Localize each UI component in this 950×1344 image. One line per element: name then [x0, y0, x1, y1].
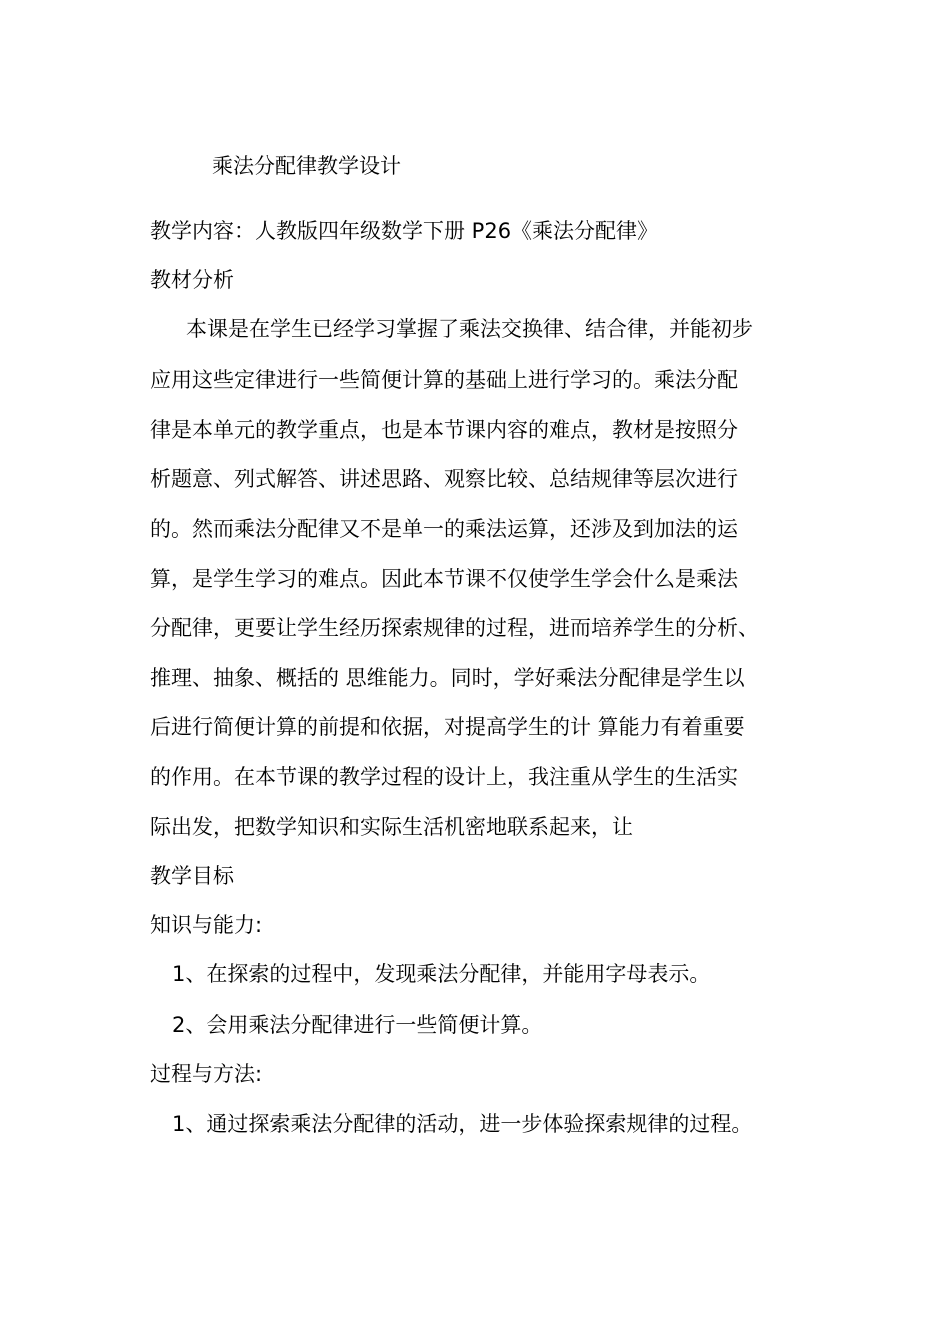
knowledge-item-1: 1、在探索的过程中，发现乘法分配律，并能用字母表示。	[172, 962, 711, 986]
content-line: 教学内容：人教版四年级数学下册 P26《乘法分配律》	[150, 219, 659, 243]
analysis-line-9: 后进行简便计算的前提和依据，对提高学生的计 算能力有着重要	[150, 715, 745, 739]
knowledge-heading: 知识与能力:	[150, 913, 263, 937]
process-item-1: 1、通过探索乘法分配律的活动，进一步体验探索规律的过程。	[172, 1112, 753, 1136]
analysis-line-5: 的。然而乘法分配律又不是单一的乘法运算，还涉及到加法的运	[150, 517, 738, 541]
analysis-line-10: 的作用。在本节课的教学过程的设计上，我注重从学生的生活实	[150, 765, 738, 789]
analysis-line-2: 应用这些定律进行一些简便计算的基础上进行学习的。乘法分配	[150, 368, 738, 392]
analysis-line-3: 律是本单元的教学重点，也是本节课内容的难点，教材是按照分	[150, 418, 738, 442]
analysis-line-4: 析题意、列式解答、讲述思路、观察比较、总结规律等层次进行	[150, 467, 738, 491]
analysis-line-11: 际出发，把数学知识和实际生活机密地联系起来，让	[150, 815, 633, 839]
document-title: 乘法分配律教学设计	[212, 154, 401, 178]
analysis-line-1: 本课是在学生已经学习掌握了乘法交换律、结合律，并能初步	[186, 317, 753, 341]
knowledge-item-2: 2、会用乘法分配律进行一些简便计算。	[172, 1013, 543, 1037]
section-heading-analysis: 教材分析	[150, 268, 234, 292]
analysis-line-6: 算，是学生学习的难点。因此本节课不仅使学生学会什么是乘法	[150, 567, 738, 591]
analysis-line-8: 推理、抽象、概括的 思维能力。同时，学好乘法分配律是学生以	[150, 666, 745, 690]
analysis-line-7: 分配律，更要让学生经历探索规律的过程，进而培养学生的分析、	[150, 616, 759, 640]
section-heading-goals: 教学目标	[150, 864, 234, 888]
process-heading: 过程与方法:	[150, 1062, 263, 1086]
